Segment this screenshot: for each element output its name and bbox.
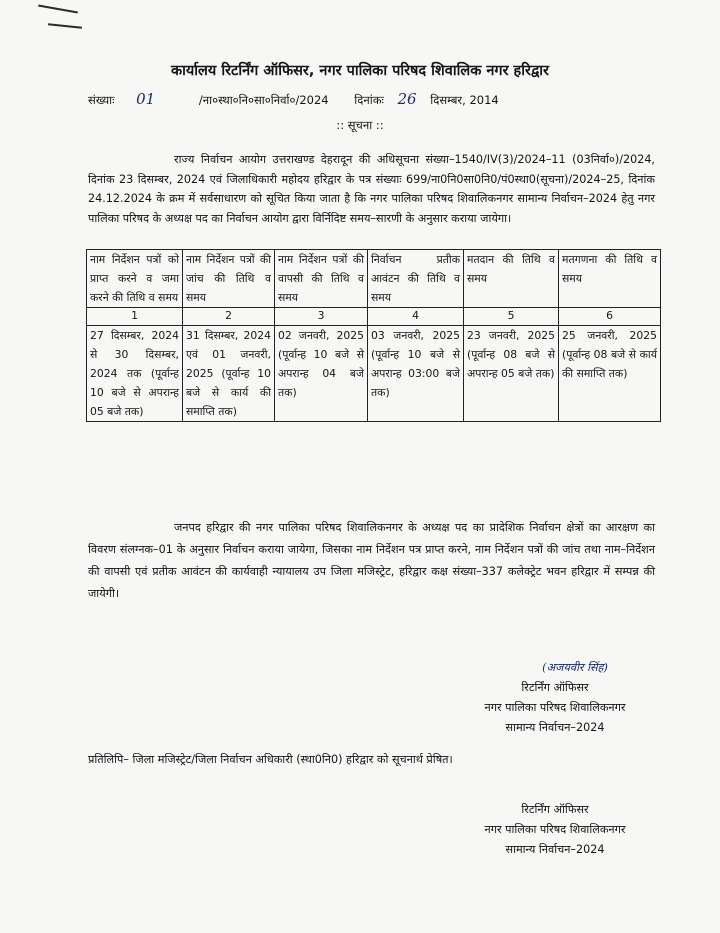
header-cell: मतदान की तिथि व समय (464, 250, 559, 308)
signature-block-2 (440, 800, 670, 860)
schedule-cell: 23 जनवरी, 2025 (पूर्वान्ह 08 बजे से अपरान्ह 05 बजे तक) (464, 326, 559, 422)
column-number: 3 (275, 308, 368, 326)
table-header-row (87, 250, 661, 308)
schedule-cell: 25 जनवरी, 2025 (पूर्वान्ह 08 बजे से कार्य की समाप्ति तक) (559, 326, 661, 422)
column-number: 4 (368, 308, 464, 326)
office-title: कार्यालय रिटर्निंग ऑफिसर, नगर पालिका परिषद शिवालिक नगर हरिद्वार (171, 63, 549, 79)
signatory-designation: रिटर्निंग ऑफिसर (521, 681, 589, 694)
number-label: संख्याः (88, 93, 115, 107)
signatory-designation: रिटर्निंग ऑफिसर (521, 803, 589, 816)
schedule-cell: 02 जनवरी, 2025 (पूर्वान्ह 10 बजे से अपरान्ह 04 बजे तक) (275, 326, 368, 422)
table-number-row (87, 308, 661, 326)
date-rest: दिसम्बर, 2014 (430, 93, 499, 107)
column-number: 6 (559, 308, 661, 326)
column-number: 1 (87, 308, 183, 326)
signatory-office: नगर पालिका परिषद शिवालिकनगर (484, 701, 626, 714)
signatory-office: नगर पालिका परिषद शिवालिकनगर (484, 823, 626, 836)
signatory-election: सामान्य निर्वाचन–2024 (505, 721, 605, 734)
schedule-cell: 27 दिसम्बर, 2024 से 30 दिसम्बर, 2024 तक (पूर्वान्ह 10 बजे से अपरान्ह 05 बजे तक) (87, 326, 183, 422)
schedule-cell: 31 दिसम्बर, 2024 एवं 01 जनवरी, 2025 (पूर्वान्ह 10 बजे से कार्य की समाप्ति तक) (183, 326, 275, 422)
number-value: 01 (136, 90, 156, 108)
notice-paragraph-1: राज्य निर्वाचन आयोग उत्तराखण्ड देहरादून की अधिसूचना संख्या–1540/IV(3)/2024–11 (03निर्वा०)/2024, दिनांक 23 दिसम्बर, 2024 एवं जिलाधिकारी महोदय हरिद्वार के पत्र संख्याः 699/ना0नि0सा0नि0/पं0स्था0(सूचना)/2024–25, दिनांक 24.12.2024 के क्रम में सर्वसाधारण को सूचित किया जाता है कि नगर पालिका परिषद शिवालिकनगर सामान्य निर्वाचन–2024 हेतु नगर पालिका परिषद के अध्यक्ष पद का निर्वाचन आयोग द्वारा विर्निदिष्ट समय–सारणी के अनुसार कराया जायेगा। (88, 153, 655, 225)
header-cell: निर्वाचन प्रतीक आवंटन की तिथि व समय (368, 250, 464, 308)
notice-paragraph-2: जनपद हरिद्वार की नगर पालिका परिषद शिवालिकनगर के अध्यक्ष पद का प्रादेशिक निर्वाचन क्षेत्रों का आरक्षण का विवरण संलग्नक–01 के अनुसार निर्वाचन कराया जायेगा, जिसका नाम निर्देशन पत्र प्राप्त करने, नाम निर्देशन पत्रों की जांच तथा नाम–निर्देशन की वापसी एवं प्रतीक आवंटन की कार्यवाही न्यायालय उप जिला मजिस्ट्रेट, हरिद्वार कक्ष संख्या–337 कलेक्ट्रेट भवन हरिद्वार में सम्पन्न की जायेगी। (88, 521, 655, 600)
date-label: दिनांकः (354, 93, 384, 107)
schedule-cell: 03 जनवरी, 2025 (पूर्वान्ह 10 बजे से अपरान्ह 03:00 बजे तक) (368, 326, 464, 422)
column-number: 5 (464, 308, 559, 326)
signatory-name: (अजयवीर सिंह) (542, 661, 608, 674)
header-cell: नाम निर्देशन पत्रों की जांच की तिथि व समय (183, 250, 275, 308)
signature-block-1 (440, 658, 670, 738)
header-cell: मतगणना की तिथि व समय (559, 250, 661, 308)
election-schedule-table (86, 249, 661, 422)
date-day: 26 (397, 90, 417, 108)
reference-code: /ना०स्था०नि०सा०निर्वा०/2024 (198, 93, 329, 107)
table-row (87, 326, 661, 422)
copy-to-line: प्रतिलिपि– जिला मजिस्ट्रेट/जिला निर्वाचन अधिकारी (स्था0नि0) हरिद्वार को सूचनार्थ प्रेषित। (88, 753, 453, 766)
header-cell: नाम निर्देशन पत्रों को प्राप्त करने व जमा करने की तिथि व समय (87, 250, 183, 308)
reference-line (88, 90, 499, 108)
header-cell: नाम निर्देशन पत्रों की वापसी की तिथि व समय (275, 250, 368, 308)
notice-heading: :: सूचना :: (336, 118, 384, 132)
column-number: 2 (183, 308, 275, 326)
signatory-election: सामान्य निर्वाचन–2024 (505, 843, 605, 856)
